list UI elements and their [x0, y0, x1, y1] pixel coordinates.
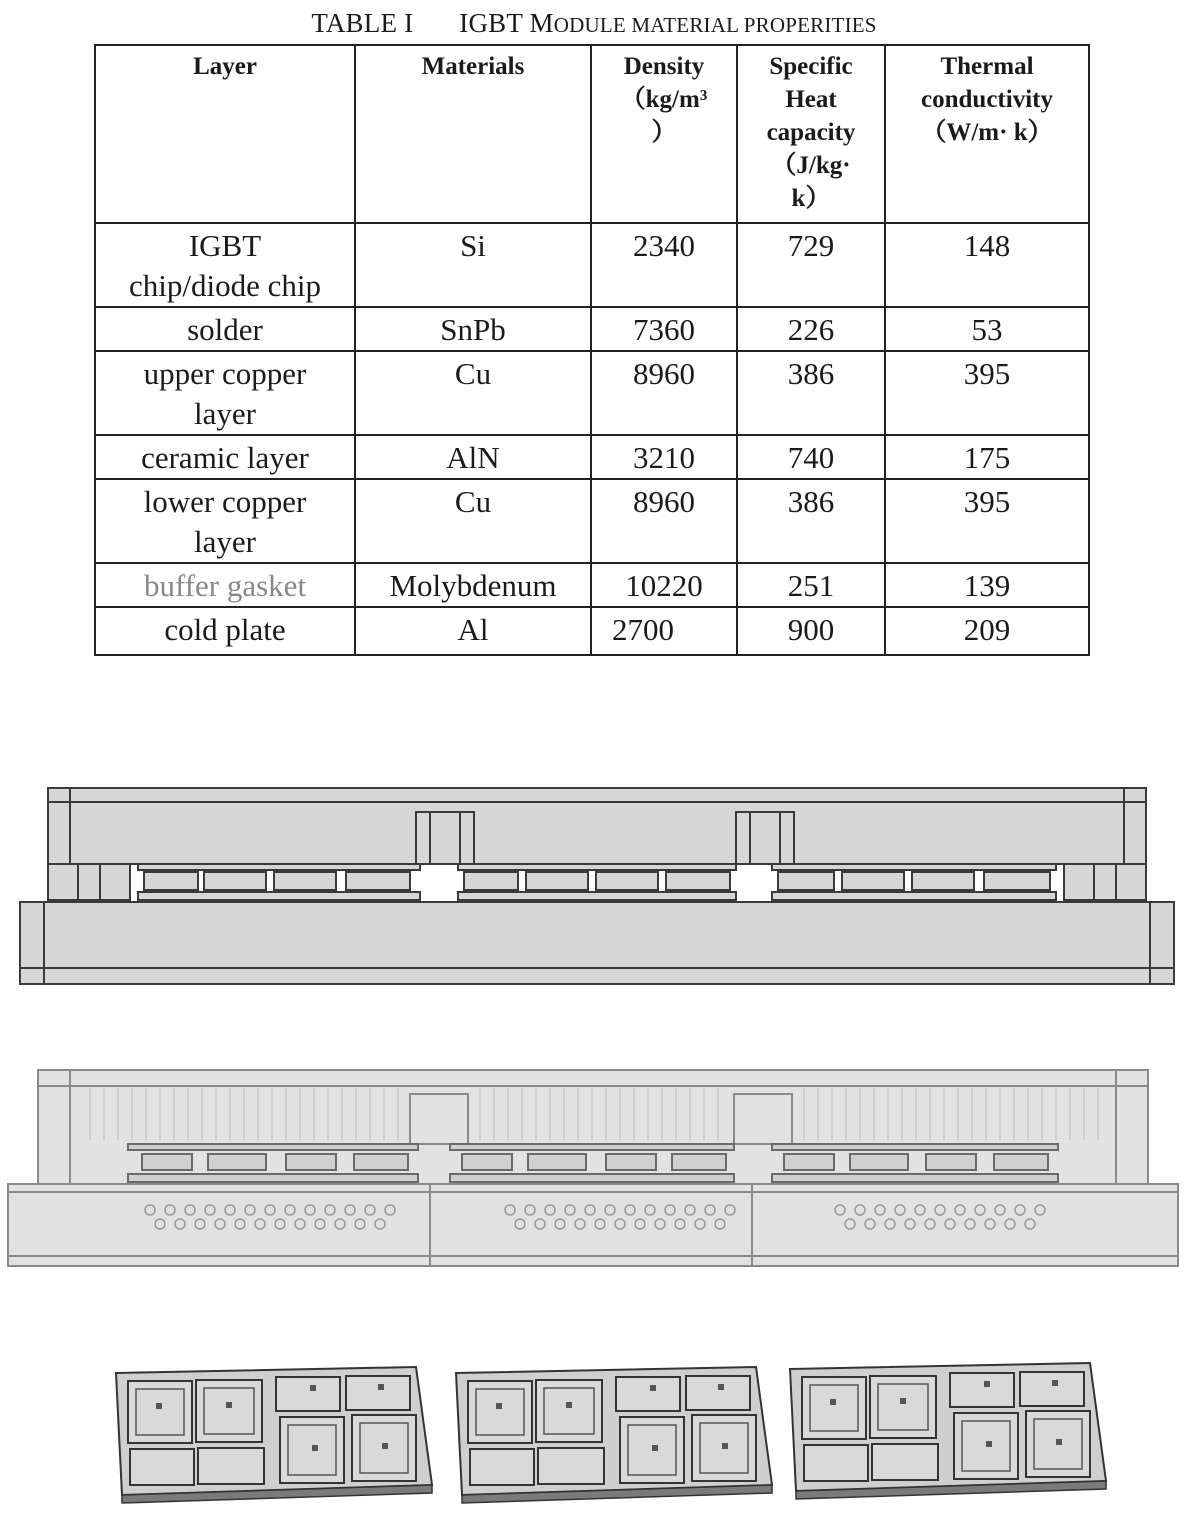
- cell-heat: 729: [737, 223, 885, 307]
- cell-layer: lower copper layer: [95, 479, 355, 563]
- cell-heat: 740: [737, 435, 885, 479]
- dbc-substrate-2: [456, 1367, 772, 1503]
- header-specific-heat: Specific Heat capacity （J/kg· k）: [737, 45, 885, 223]
- table-caption: [0, 8, 1188, 39]
- cell-heat: 251: [737, 563, 885, 607]
- table-row: [95, 351, 1089, 435]
- cell-density: 8960: [591, 479, 737, 563]
- header-thermal-conductivity: Thermal conductivity （W/m· k）: [885, 45, 1089, 223]
- cell-conductivity: 209: [885, 607, 1089, 655]
- cell-material: Cu: [355, 351, 591, 435]
- cold-plate-wire: [8, 1184, 1178, 1266]
- cell-density: 2700: [591, 607, 737, 655]
- housing-wall-left: [48, 864, 130, 900]
- cell-conductivity: 148: [885, 223, 1089, 307]
- module-side-view-solid: [0, 780, 1188, 995]
- cell-material: Al: [355, 607, 591, 655]
- table-row: [95, 479, 1089, 563]
- header-layer: Layer: [95, 45, 355, 223]
- table-row: [95, 607, 1089, 655]
- cell-material: SnPb: [355, 307, 591, 351]
- cell-conductivity: 53: [885, 307, 1089, 351]
- table-row: [95, 563, 1089, 607]
- table-title-prefix: IGBT M: [459, 8, 554, 38]
- housing-wall-right: [1064, 864, 1146, 900]
- module-side-view-wireframe: [0, 1060, 1188, 1275]
- cell-material: Molybdenum: [355, 563, 591, 607]
- header-density: Density （kg/m³ ）: [591, 45, 737, 223]
- table-row: [95, 223, 1089, 307]
- cell-layer: solder: [95, 307, 355, 351]
- cell-heat: 386: [737, 351, 885, 435]
- cell-conductivity: 139: [885, 563, 1089, 607]
- cell-density: 7360: [591, 307, 737, 351]
- table-row: [95, 307, 1089, 351]
- header-materials: Materials: [355, 45, 591, 223]
- cell-material: Cu: [355, 479, 591, 563]
- cell-material: Si: [355, 223, 591, 307]
- cell-density: 8960: [591, 351, 737, 435]
- table-row: [95, 435, 1089, 479]
- terminal-post-1: [416, 812, 474, 864]
- header-row: [95, 45, 1089, 223]
- table-title-rest: ODULE MATERIAL PROPERITIES: [553, 13, 877, 37]
- cell-layer: buffer gasket: [95, 563, 355, 607]
- cell-layer: upper copper layer: [95, 351, 355, 435]
- cell-heat: 900: [737, 607, 885, 655]
- cell-conductivity: 395: [885, 479, 1089, 563]
- table-number: TABLE I: [311, 8, 414, 38]
- dbc-substrate-3: [790, 1363, 1106, 1499]
- cell-heat: 226: [737, 307, 885, 351]
- cell-density: 2340: [591, 223, 737, 307]
- cell-heat: 386: [737, 479, 885, 563]
- terminal-post-2: [736, 812, 794, 864]
- cell-conductivity: 395: [885, 351, 1089, 435]
- dbc-substrates-view: [0, 1355, 1188, 1520]
- cell-layer: IGBT chip/diode chip: [95, 223, 355, 307]
- cell-density: 3210: [591, 435, 737, 479]
- cell-layer: cold plate: [95, 607, 355, 655]
- material-properties-table: [94, 44, 1090, 656]
- cell-layer: ceramic layer: [95, 435, 355, 479]
- cell-density: 10220: [591, 563, 737, 607]
- cold-plate: [20, 902, 1174, 984]
- cell-conductivity: 175: [885, 435, 1089, 479]
- cell-material: AlN: [355, 435, 591, 479]
- dbc-substrate-1: [116, 1367, 432, 1503]
- housing-top: [48, 788, 1146, 864]
